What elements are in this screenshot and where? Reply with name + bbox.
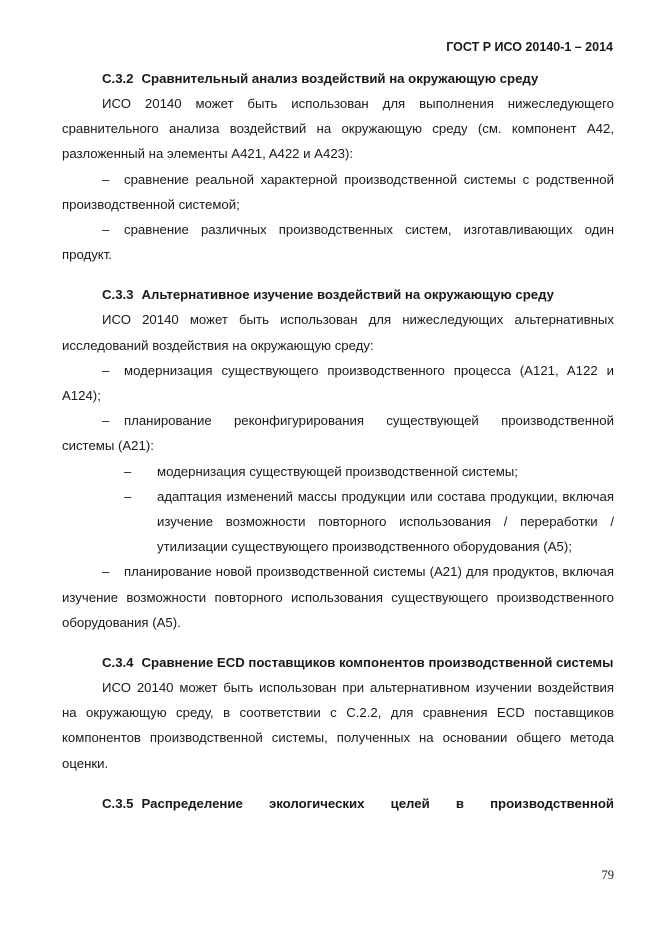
- section-number: C.3.3: [102, 287, 134, 303]
- section-title: Сравнительный анализ воздействий на окружающую среду: [141, 71, 539, 86]
- list-item: [62, 559, 614, 635]
- section-title: Сравнение ECD поставщиков компонентов производственной системы: [141, 655, 614, 671]
- bullet-dash: –: [102, 171, 110, 187]
- section-heading-c33: [62, 282, 614, 307]
- list-item-text: планирование реконфигурирования существующей производственной системы (A21):: [62, 413, 614, 454]
- standard-header: ГОСТ Р ИСО 20140-1 – 2014: [446, 40, 613, 54]
- section-number: C.3.4: [102, 655, 134, 671]
- list-item-text: планирование новой производственной системы (A21) для продуктов, включая изучение возможности повторного использования существующего производственного оборудования (A5).: [62, 564, 614, 630]
- list-item-text: сравнение реальной характерной производственной системы с родственной производственной системой;: [62, 171, 614, 212]
- section-number: C.3.5: [102, 795, 134, 811]
- paragraph: ИСО 20140 может быть использован при альтернативном изучении воздействия на окружающую среду, в соответствии с C.2.2, для сравнения ECD поставщиков компонентов производственной системы, полученных на основании общего метода оценки.: [62, 680, 614, 771]
- bullet-dash: –: [102, 413, 110, 429]
- section-heading-c32: [62, 66, 614, 91]
- list-item-text: адаптация изменений массы продукции или состава продукции, включая изучение возможности повторного использования / переработки / утилизации существующего производственного оборудования (A5);: [157, 488, 614, 555]
- bullet-dash: –: [124, 463, 132, 479]
- bullet-dash: –: [102, 362, 110, 378]
- sub-list-item: [62, 484, 614, 560]
- section-heading-c35: [62, 791, 614, 816]
- list-item: [62, 217, 614, 267]
- paragraph: ИСО 20140 может быть использован для нижеследующих альтернативных исследований воздействия на окружающую среду:: [62, 312, 614, 353]
- page-number: 79: [601, 868, 614, 882]
- list-item-text: модернизация существующего производственного процесса (A121, A122 и A124);: [62, 362, 614, 404]
- section-number: C.3.2: [102, 71, 134, 86]
- section-title: Распределение экологических целей в производственной: [141, 795, 614, 811]
- paragraph: ИСО 20140 может быть использован для выполнения нижеследующего сравнительного анализа воздействий на окружающую среду (см. компонент A42, разложенный на элементы A421, A422 и A423):: [62, 96, 614, 162]
- list-item: [62, 358, 614, 408]
- bullet-dash: –: [102, 564, 110, 580]
- bullet-dash: –: [102, 222, 110, 238]
- section-title: Альтернативное изучение воздействий на окружающую среду: [141, 287, 554, 303]
- sub-list-item: [62, 459, 614, 484]
- bullet-dash: –: [124, 488, 132, 504]
- section-heading-c34: [62, 650, 614, 675]
- list-item-text: сравнение различных производственных систем, изготавливающих один продукт.: [62, 222, 614, 263]
- page-content: [62, 66, 614, 816]
- list-item-text: модернизация существующей производственной системы;: [157, 463, 518, 479]
- list-item: [62, 167, 614, 217]
- list-item: [62, 408, 614, 458]
